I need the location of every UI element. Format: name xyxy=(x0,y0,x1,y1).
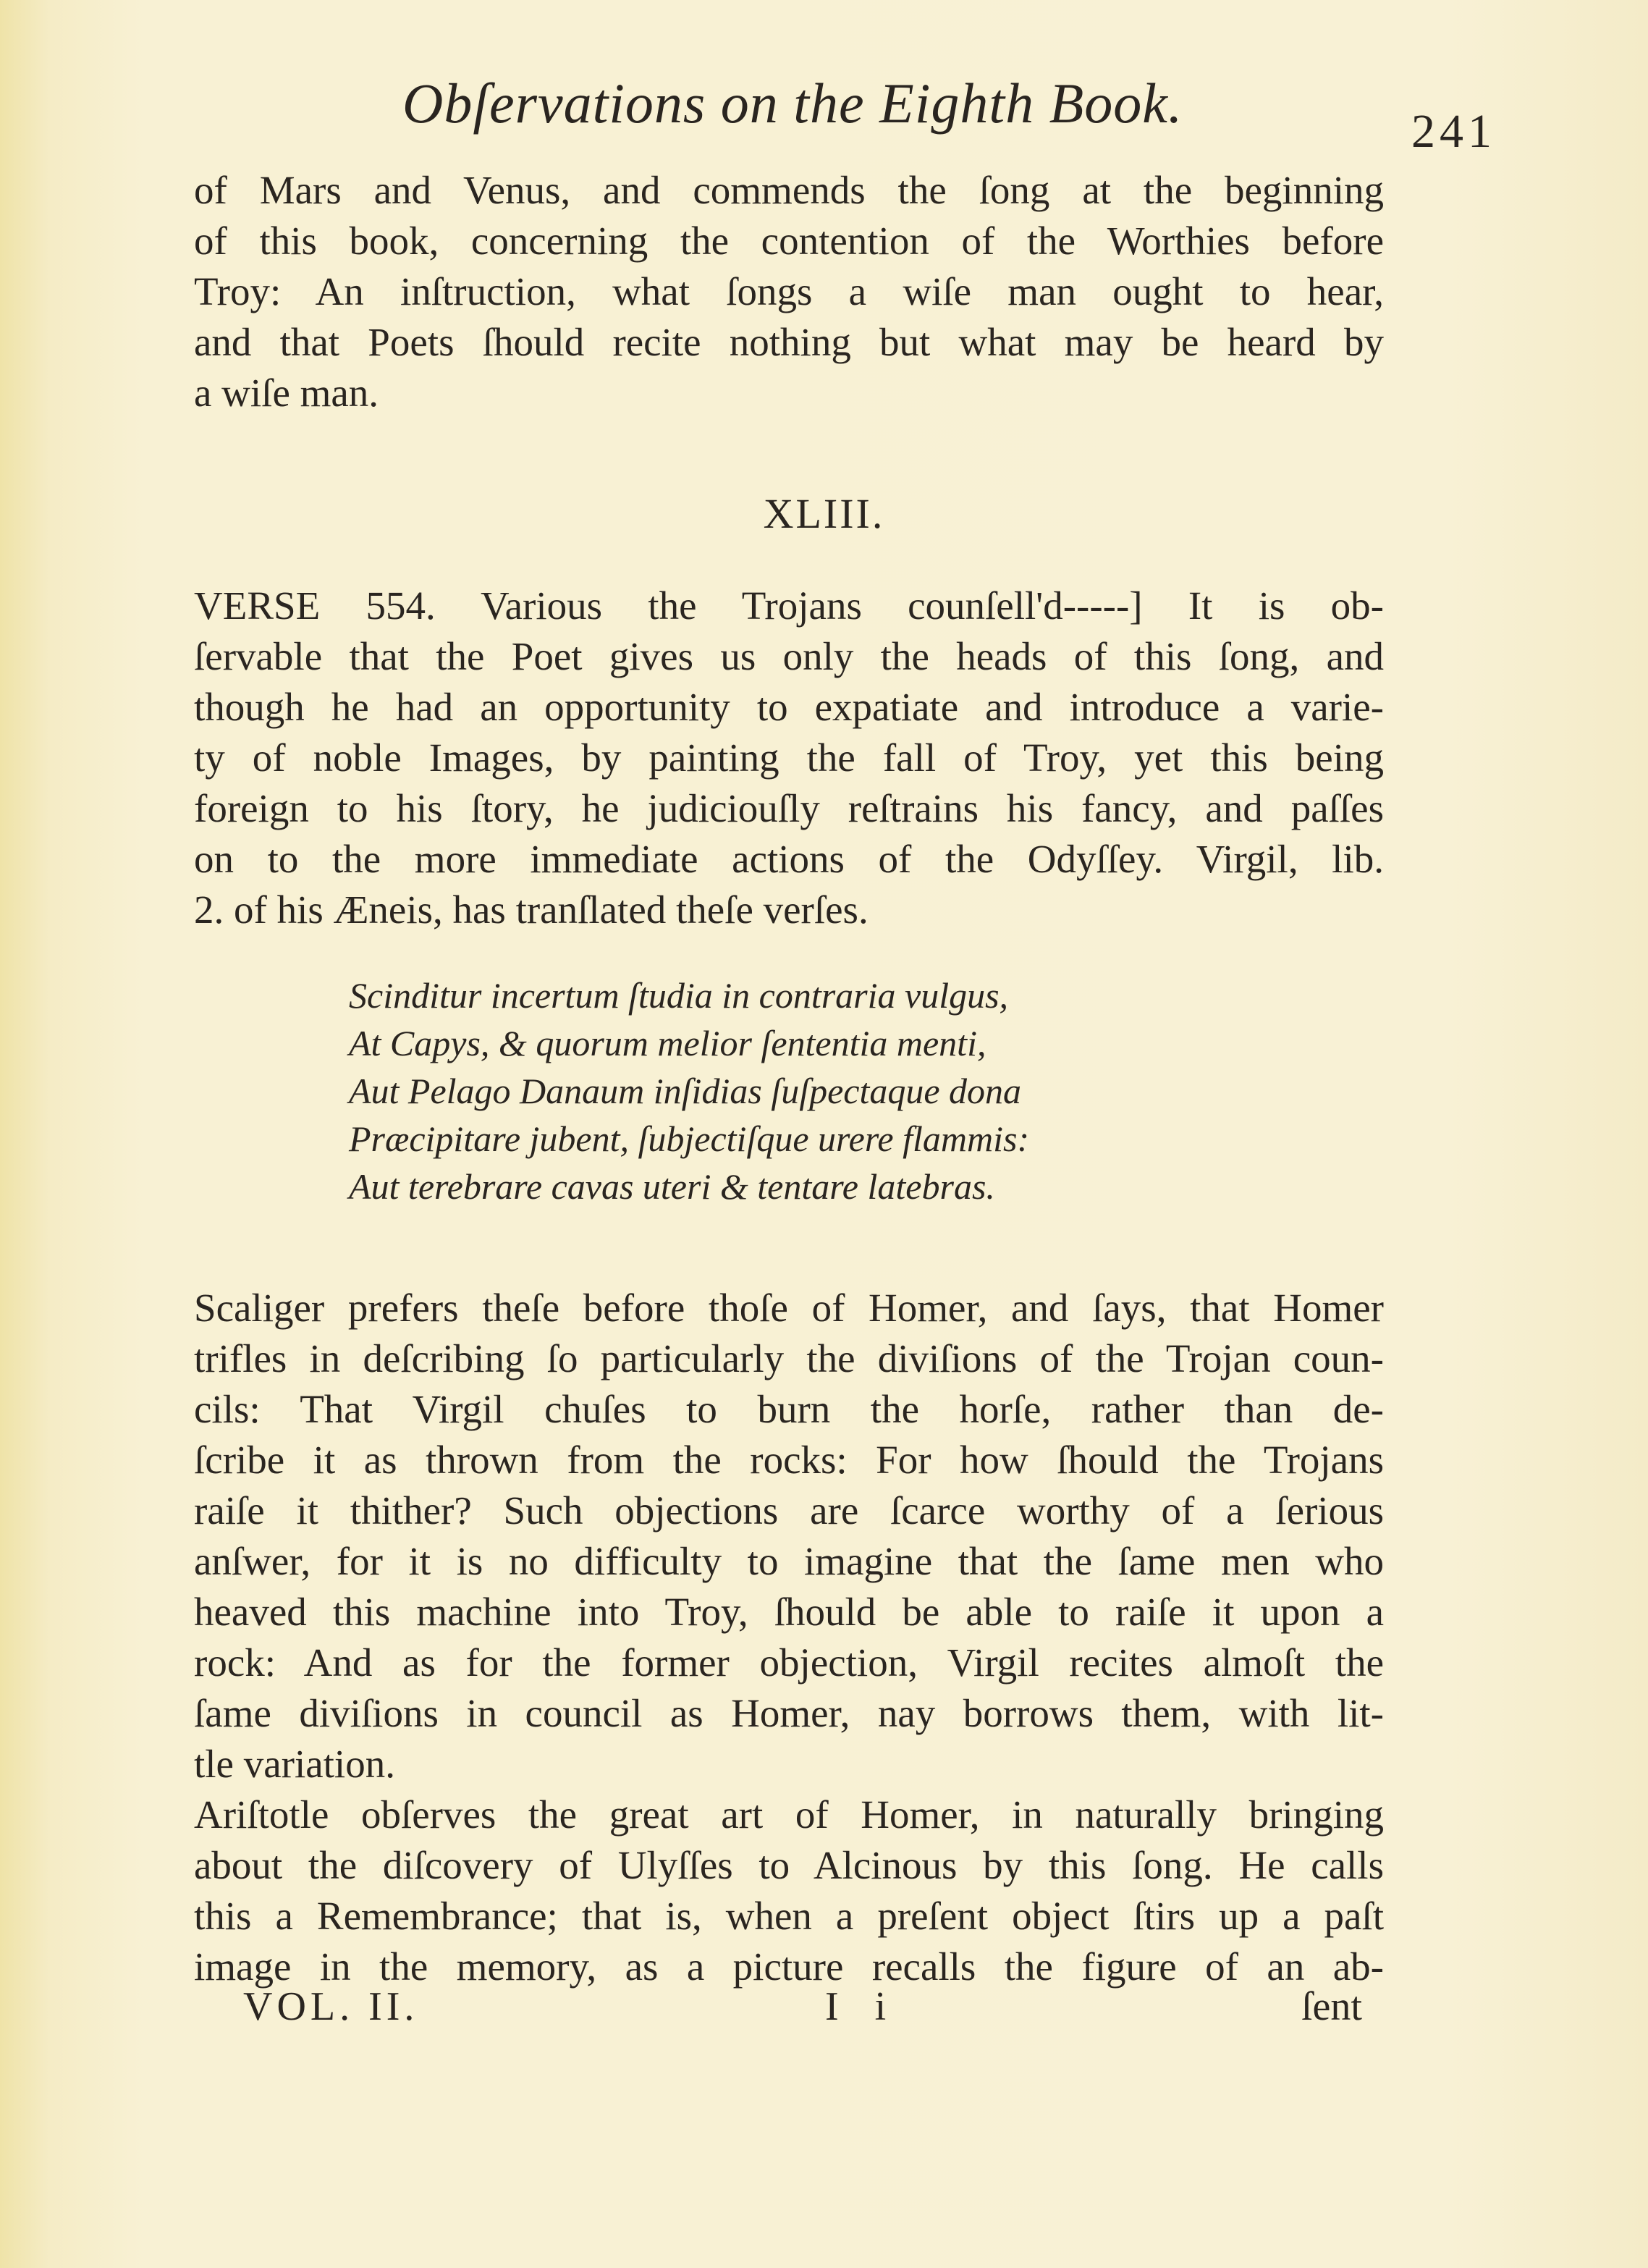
verse-note-paragraph xyxy=(194,581,1384,935)
text-line: cils: That Virgil chuſes to burn the horſe, rather than de- xyxy=(194,1387,1384,1431)
text-line: ſervable that the Poet gives us only the heads of this ſong, and xyxy=(194,634,1384,678)
catchword: ſent xyxy=(1301,1984,1362,2029)
volume-label: VOL. II. xyxy=(243,1984,419,2029)
text-line: image in the memory, as a picture recalls the figure of an ab- xyxy=(194,1944,1384,1989)
quote-line: At Capys, & quorum melior ſententia menti, xyxy=(349,1023,986,1063)
text-line: a wiſe man. xyxy=(194,371,379,415)
text-line: Troy: An inſtruction, what ſongs a wiſe man ought to hear, xyxy=(194,269,1384,313)
quote-line: Aut Pelago Danaum inſidias ſuſpectaque dona xyxy=(349,1071,1022,1111)
page-number: 241 xyxy=(1411,105,1496,158)
text-line: trifles in deſcribing ſo particularly the diviſions of the Trojan coun- xyxy=(194,1336,1384,1380)
section-heading: XLIII. xyxy=(763,490,885,537)
text-line: this a Remembrance; that is, when a preſent object ſtirs up a paſt xyxy=(194,1894,1384,1938)
signature-mark: I i xyxy=(825,1984,900,2029)
quote-line: Aut terebrare cavas uteri & tentare latebras. xyxy=(349,1166,995,1207)
text-line: 2. of his Æneis, has tranſlated theſe verſes. xyxy=(194,888,869,932)
text-line: Ariſtotle obſerves the great art of Homer, in naturally bringing xyxy=(194,1792,1384,1837)
text-line: foreign to his ſtory, he judiciouſly reſtrains his fancy, and paſſes xyxy=(194,786,1384,830)
text-line: about the diſcovery of Ulyſſes to Alcinous by this ſong. He calls xyxy=(194,1843,1384,1887)
text-line: anſwer, for it is no difficulty to imagine that the ſame men who xyxy=(194,1539,1384,1583)
text-line: ty of noble Images, by painting the fall of Troy, yet this being xyxy=(194,735,1384,780)
text-line: of Mars and Venus, and commends the ſong at the beginning xyxy=(194,168,1384,212)
quote-line: Scinditur incertum ſtudia in contraria vulgus, xyxy=(349,975,1009,1016)
text-line: raiſe it thither? Such objections are ſcarce worthy of a ſerious xyxy=(194,1488,1384,1533)
quote-line: Præcipitare jubent, ſubjectiſque urere flammis: xyxy=(349,1118,1030,1159)
text-line: on to the more immediate actions of the Odyſſey. Virgil, lib. xyxy=(194,837,1384,881)
scaliger-paragraph xyxy=(194,1283,1384,1789)
text-line: Scaliger prefers theſe before thoſe of Homer, and ſays, that Homer xyxy=(194,1286,1384,1330)
text-line: ſcribe it as thrown from the rocks: For how ſhould the Trojans xyxy=(194,1438,1384,1482)
page-header xyxy=(0,71,1648,158)
page-footer xyxy=(0,1984,1648,2041)
text-line: though he had an opportunity to expatiate and introduce a varie- xyxy=(194,685,1384,729)
text-line: of this book, concerning the contention of the Worthies before xyxy=(194,219,1384,263)
text-line: and that Poets ſhould recite nothing but what may be heard by xyxy=(194,320,1384,364)
text-line: rock: And as for the former objection, Virgil recites almoſt the xyxy=(194,1640,1384,1685)
intro-paragraph xyxy=(194,165,1384,418)
latin-quotation xyxy=(349,971,1029,1210)
running-title: Obſervations on the Eighth Book. xyxy=(402,72,1183,135)
text-line: VERSE 554. Various the Trojans counſell'd-----] It is ob- xyxy=(194,583,1384,628)
text-line: tle variation. xyxy=(194,1742,395,1786)
text-line: ſame diviſions in council as Homer, nay borrows them, with lit- xyxy=(194,1691,1384,1735)
aristotle-paragraph xyxy=(194,1789,1384,1992)
text-line: heaved this machine into Troy, ſhould be able to raiſe it upon a xyxy=(194,1590,1384,1634)
